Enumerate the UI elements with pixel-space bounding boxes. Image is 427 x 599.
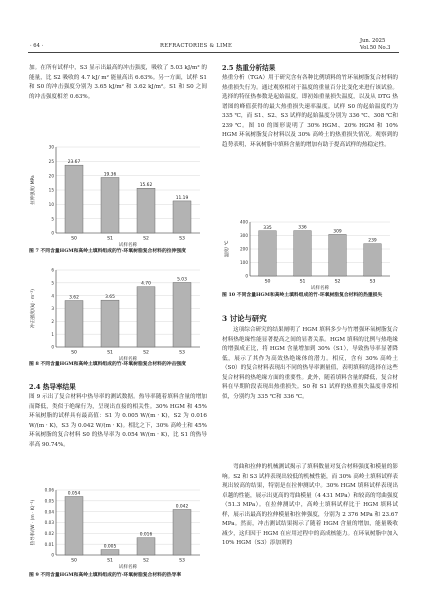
y-tick-label: 0 bbox=[245, 273, 248, 279]
data-label: 0.005 bbox=[103, 544, 117, 550]
bar bbox=[101, 178, 119, 233]
x-tick-label: S2 bbox=[143, 236, 149, 242]
x-axis-title: 试样名称 bbox=[118, 243, 138, 248]
x-tick-label: S3 bbox=[179, 350, 185, 356]
x-tick-label: S1 bbox=[299, 279, 306, 285]
x-tick-label: S3 bbox=[369, 279, 376, 285]
y-tick-label: 5 bbox=[51, 216, 54, 222]
data-label: 336 bbox=[298, 225, 307, 231]
section-2-4-heading: 2.4 热导率结果 bbox=[29, 383, 76, 391]
section-3-paragraph: 这项综合研究的结果阐明了 HGM 填料多少与竹增强环氧树脂复合材料热绝缘性能显著提高之间的显著关系。HGM 填料的比例与热绝缘的增强成正比，将 HGM 含量增加到 30%（S1），导致热导率显著降低，展示了其作为高效热绝缘体的潜力。相反，含有 30% 高岭土（S0）的复合材料表现出不同的热导率测量值，表明填料的选择在这些复合材料的热绝缘方面的重要性。此外，随着填料含量的降低，复合材料在早期阶段表现出热重损失。S0 和 S1 试样的热重损失温度非常相似，分别约为 335 ℃和 336 ℃。 bbox=[222, 327, 398, 400]
y-tick-label: 2 bbox=[51, 318, 54, 324]
y-tick-label: 0 bbox=[51, 552, 54, 558]
x-tick-label: S0 bbox=[71, 350, 77, 356]
y-tick-label: 0.02 bbox=[44, 530, 54, 536]
data-label: 0.042 bbox=[175, 504, 189, 510]
figure-8-caption: 图 8 不同含量HGM和高岭土填料组成的竹-环氧树脂复合材料的冲击强度 bbox=[29, 361, 186, 367]
y-tick-label: 25 bbox=[48, 158, 54, 164]
data-label: 0.054 bbox=[67, 491, 81, 497]
x-axis-title: 试样名称 bbox=[118, 565, 138, 570]
data-label: 309 bbox=[333, 229, 342, 235]
bar bbox=[259, 231, 277, 276]
y-axis-title: 温度/ ℃ bbox=[225, 240, 230, 258]
y-tick-label: 0.05 bbox=[44, 498, 54, 504]
section-2-5-heading: 2.5 热重分析结果 bbox=[222, 64, 276, 72]
y-tick-label: 6 bbox=[51, 267, 54, 273]
x-tick-label: S3 bbox=[179, 236, 185, 242]
data-label: 15.62 bbox=[139, 183, 153, 189]
intro-paragraph: 加。在所有试样中，S3 显示出最高的冲击强度，吸收了 5.03 kJ/m² 的能量，比 S2 吸收的 4.7 kJ/ m² 能量高出 6.63%。另一方面，试样 S1 和 S0 的冲击强度分别为 3.65 kJ/m² 和 3.62 kJ/m²。S1 和 S0 之间的冲击强度相差 0.63%。 bbox=[29, 65, 207, 100]
bar bbox=[137, 287, 155, 347]
x-tick-label: S1 bbox=[107, 236, 113, 242]
volume-number: Vol.50 No.3 bbox=[360, 45, 391, 51]
y-tick-label: 30 bbox=[48, 144, 54, 150]
y-tick-label: 0.01 bbox=[44, 541, 54, 547]
y-axis-title: 冲击强度/(kJ · m⁻²) bbox=[31, 289, 36, 328]
section-3-paragraph-2: 弯曲和拉伸的机械测试揭示了填料数量对复合材料强度和模量的影响。S2 和 S3 试样表现出较低的机械性能，而 30% 高岭土填料试样表现出较高的结果，特别是在拉伸测试中。30% HGM 填料试样表现出卓越的性能，展示出更高的弯曲模量（4 431 MPa）和较高的弯曲强度（51.3 MPa）。在拉伸测试中，高岭土填料试样比于 HGM 填料试样，展示出最高的拉伸模量和拉伸强度，分别为 2 376 MPa 和 23.67 MPa。然而，冲击测试结果揭示了随着 HGM 含量的增加，能量吸收减少，这归因于 HGM 在应用过程中的高成核能力。在环氧树脂中加入 10% HGM（S3）添加剂的 bbox=[222, 464, 398, 547]
bar bbox=[65, 165, 83, 233]
bar bbox=[173, 201, 191, 233]
y-tick-label: 100 bbox=[240, 260, 248, 266]
y-axis-title: 拉伸强度/ MPa bbox=[31, 175, 36, 205]
x-axis-title: 试样名称 bbox=[118, 357, 138, 362]
y-tick-label: 5 bbox=[51, 280, 54, 286]
bar bbox=[364, 244, 382, 276]
data-label: 335 bbox=[263, 225, 272, 231]
bar bbox=[65, 301, 83, 347]
data-label: 4.70 bbox=[141, 281, 151, 287]
x-tick-label: S1 bbox=[107, 350, 113, 356]
header-rule bbox=[28, 52, 399, 53]
data-label: 5.03 bbox=[177, 277, 187, 283]
data-label: 3.65 bbox=[105, 295, 115, 301]
y-tick-label: 0 bbox=[51, 344, 54, 350]
data-label: 11.19 bbox=[175, 195, 189, 201]
bar bbox=[137, 538, 155, 555]
y-tick-label: 15 bbox=[48, 187, 54, 193]
page-number: · 64 · bbox=[30, 43, 44, 49]
x-tick-label: S0 bbox=[71, 236, 77, 242]
y-tick-label: 20 bbox=[48, 173, 54, 179]
figure-7-caption: 图 7 不同含量HGM和高岭土填料组成的竹-环氧树脂复合材料的拉伸强度 bbox=[29, 248, 186, 254]
y-tick-label: 10 bbox=[48, 201, 54, 207]
y-tick-label: 0.06 bbox=[44, 487, 54, 493]
y-tick-label: 200 bbox=[240, 246, 248, 252]
data-label: 3.62 bbox=[69, 295, 79, 301]
section-2-4-paragraph: 图 9 示出了复合材料中热导率的测试数据。热导率随着填料含量的增加而降低，类似于绝缘行为，呈现出直接的相关性。30% HGM 和 45% 环氧树脂的试样具有最高值：S1 为 0.005 W/(m · K)，S2 为 0.016 W/(m · K)，S3 为 0.042 W/(m · K)。相比之下，30% 高岭土和 45% 环氧树脂的复合材料 S0 的热导率为 0.054 W/(m · K)，比 S1 的热导率高 90.74%。 bbox=[29, 394, 207, 448]
x-tick-label: S2 bbox=[143, 350, 149, 356]
tensile-strength-chart bbox=[28, 137, 208, 249]
thermal-conductivity-chart bbox=[28, 482, 208, 572]
bar bbox=[294, 231, 312, 276]
y-tick-label: 400 bbox=[240, 219, 248, 225]
y-tick-label: 0 bbox=[51, 230, 54, 236]
section-3-heading: 3 讨论与研究 bbox=[222, 314, 267, 323]
data-label: 19.36 bbox=[103, 172, 117, 178]
bar bbox=[173, 510, 191, 556]
bar bbox=[329, 234, 347, 276]
bar bbox=[101, 550, 119, 555]
data-label: 23.67 bbox=[67, 160, 81, 166]
x-axis-title: 试样名称 bbox=[310, 286, 330, 291]
y-tick-label: 0.03 bbox=[44, 520, 54, 526]
thermogravimetric-loss-chart bbox=[222, 214, 398, 292]
impact-strength-chart bbox=[28, 262, 208, 362]
y-tick-label: 0.04 bbox=[44, 509, 54, 515]
x-tick-label: S0 bbox=[71, 558, 77, 564]
x-tick-label: S3 bbox=[179, 558, 185, 564]
bar bbox=[137, 188, 155, 233]
bar bbox=[101, 300, 119, 347]
figure-10-caption: 图 10 不同含量HGM和高岭土填料组成的竹-环氧树脂复合材料的热重损失 bbox=[222, 292, 383, 298]
journal-title: REFRACTORIES & LIME bbox=[160, 43, 233, 49]
y-tick-label: 3 bbox=[51, 306, 54, 312]
figure-9-caption: 图 9 不同含量HGM和高岭土填料组成的竹-环氧树脂复合材料的热导率 bbox=[29, 572, 182, 578]
x-tick-label: S0 bbox=[264, 279, 271, 285]
bar bbox=[65, 497, 83, 556]
x-tick-label: S2 bbox=[334, 279, 341, 285]
data-label: 0.016 bbox=[139, 532, 153, 538]
y-axis-title: 热导率/(W · (m · K)⁻¹) bbox=[31, 499, 36, 546]
y-tick-label: 300 bbox=[240, 233, 248, 239]
issue-date: Jun. 2025 bbox=[360, 38, 386, 44]
section-2-5-paragraph: 热重分析（TGA）用于研究含有各种比例填料的竹环氧树脂复合材料的热重损失行为。通过观察相对于温度的重量百分比变化来进行该试验。选择的特征热参数是起始温度，即初始重量损失温度，以及从 DTG 热谱图的峰值获得的最大热重损失速率温度。试样 S0 的起始温度约为 335 ℃，而 S1、S2、S3 试样的起始温度分别为 336 ℃、308 ℃和 239 ℃。图 10 的图形说明了 30% HGM、20% HGM 和 10% HGM 环氧树脂复合材料以及 30% 高岭土的热重损失情况。观察到的趋势表明，环氧树脂中填料含量的增加有助于提高试样的热稳定性。 bbox=[222, 75, 398, 148]
y-tick-label: 1 bbox=[51, 331, 54, 337]
y-tick-label: 4 bbox=[51, 293, 54, 299]
x-tick-label: S2 bbox=[143, 558, 149, 564]
x-tick-label: S1 bbox=[107, 558, 113, 564]
data-label: 239 bbox=[368, 238, 377, 244]
bar bbox=[173, 282, 191, 347]
